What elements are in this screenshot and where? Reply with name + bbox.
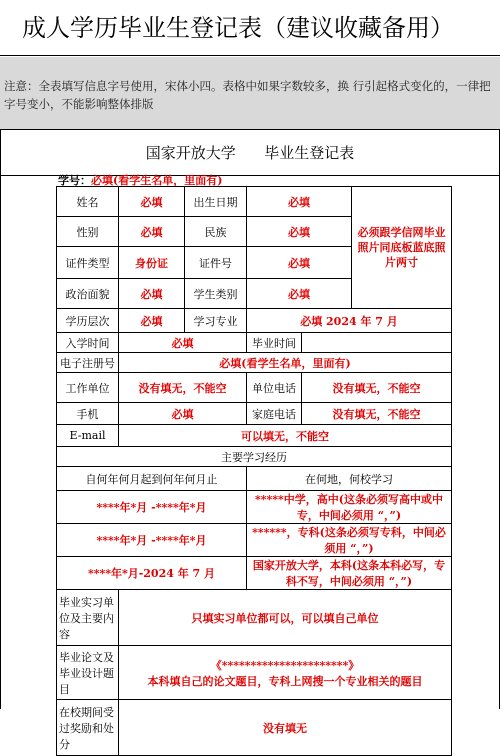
exp-period-2[interactable]: ****年*月 -****年*月 — [57, 524, 247, 557]
award-value[interactable]: 没有填无 — [119, 700, 452, 756]
gender-label: 性别 — [57, 217, 119, 247]
table-row — [57, 425, 452, 447]
exp-school-2[interactable]: ******，专科(这条必须写专科，中间必须用 “，”) — [247, 524, 452, 557]
exp-period-3[interactable]: ****年*月-2024 年 7 月 — [57, 557, 247, 590]
graduation-value[interactable] — [302, 333, 452, 353]
student-number-value: 必填(看学生名单，里面有) — [91, 174, 223, 187]
id-type-label: 证件类型 — [57, 247, 119, 279]
home-phone-value[interactable]: 没有填无，不能空 — [302, 403, 452, 425]
table-row — [57, 524, 452, 557]
page-title: 成人学历毕业生登记表（建议收藏备用） — [0, 0, 500, 56]
level-value[interactable]: 必填 — [119, 309, 185, 333]
school-header: 在何地，何校学习 — [247, 467, 452, 491]
work-value[interactable]: 没有填无，不能空 — [119, 373, 247, 403]
birth-label: 出生日期 — [185, 187, 247, 217]
exp-school-1[interactable]: *****中学，高中(这条必须写高中或中专，中间必须用 “，”) — [247, 491, 452, 524]
work-label: 工作单位 — [57, 373, 119, 403]
id-number-label: 证件号 — [185, 247, 247, 279]
unit-phone-value[interactable]: 没有填无，不能空 — [302, 373, 452, 403]
internship-label: 毕业实习单位及主要内容 — [57, 590, 119, 646]
table-row — [57, 373, 452, 403]
period-header: 自何年何月起到何年何月止 — [57, 467, 247, 491]
email-value[interactable]: 可以填无，不能空 — [119, 425, 452, 447]
thesis-instruction: 本科填自己的论文题目，专科上网搜一个专业相关的题目 — [147, 674, 423, 688]
graduation-label: 毕业时间 — [247, 333, 302, 353]
enroll-label: 入学时间 — [57, 333, 119, 353]
level-label: 学历层次 — [57, 309, 119, 333]
ethnic-value[interactable]: 必填 — [247, 217, 352, 247]
table-row — [57, 187, 452, 217]
table-row — [57, 646, 452, 700]
table-row — [57, 309, 452, 333]
table-row — [57, 333, 452, 353]
table-row — [57, 403, 452, 425]
thesis-placeholder: 《**********************》 — [210, 658, 360, 672]
home-phone-label: 家庭电话 — [247, 403, 302, 425]
id-type-value[interactable]: 身份证 — [119, 247, 185, 279]
registration-table — [56, 186, 452, 756]
award-label: 在校期间受过奖励和处分 — [57, 700, 119, 756]
gender-value[interactable]: 必填 — [119, 217, 185, 247]
table-row — [57, 590, 452, 646]
table-row — [57, 447, 452, 467]
regno-value[interactable]: 必填(看学生名单，里面有) — [119, 353, 452, 373]
photo-box[interactable]: 必须跟学信网毕业照片同底板蓝底照片两寸 — [352, 187, 452, 309]
mobile-value[interactable]: 必填 — [119, 403, 247, 425]
table-row — [57, 353, 452, 373]
category-label: 学生类别 — [185, 279, 247, 309]
experience-header: 主要学习经历 — [57, 447, 452, 467]
mobile-label: 手机 — [57, 403, 119, 425]
enroll-value[interactable]: 必填 — [119, 333, 247, 353]
name-label: 姓名 — [57, 187, 119, 217]
category-value[interactable]: 必填 — [247, 279, 352, 309]
thesis-label: 毕业论文及毕业设计题目 — [57, 646, 119, 700]
major-value[interactable]: 必填 2024 年 7 月 — [247, 309, 452, 333]
student-number-label: 学号： — [58, 174, 91, 187]
political-value[interactable]: 必填 — [119, 279, 185, 309]
table-row — [57, 491, 452, 524]
regno-label: 电子注册号 — [57, 353, 119, 373]
table-row — [57, 557, 452, 590]
email-label: E-mail — [57, 425, 119, 447]
note-text: 注意：全表填写信息字号使用，宋体小四。表格中如果字数较多，换 行引起格式变化的，一律把字号变小，不能影响整体排版 — [0, 57, 500, 130]
id-number-value[interactable]: 必填 — [247, 247, 352, 279]
form-title: 国家开放大学 毕业生登记表 — [0, 130, 500, 176]
ethnic-label: 民族 — [185, 217, 247, 247]
exp-period-1[interactable]: ****年*月 -****年*月 — [57, 491, 247, 524]
table-row — [57, 700, 452, 756]
name-value[interactable]: 必填 — [119, 187, 185, 217]
political-label: 政治面貌 — [57, 279, 119, 309]
birth-value[interactable]: 必填 — [247, 187, 352, 217]
thesis-value[interactable] — [119, 646, 452, 700]
table-row — [57, 467, 452, 491]
exp-school-3[interactable]: 国家开放大学，本科(这条本科必写，专科不写，中间必须用 “，”) — [247, 557, 452, 590]
internship-value[interactable]: 只填实习单位都可以，可以填自己单位 — [119, 590, 452, 646]
major-label: 学习专业 — [185, 309, 247, 333]
unit-phone-label: 单位电话 — [247, 373, 302, 403]
